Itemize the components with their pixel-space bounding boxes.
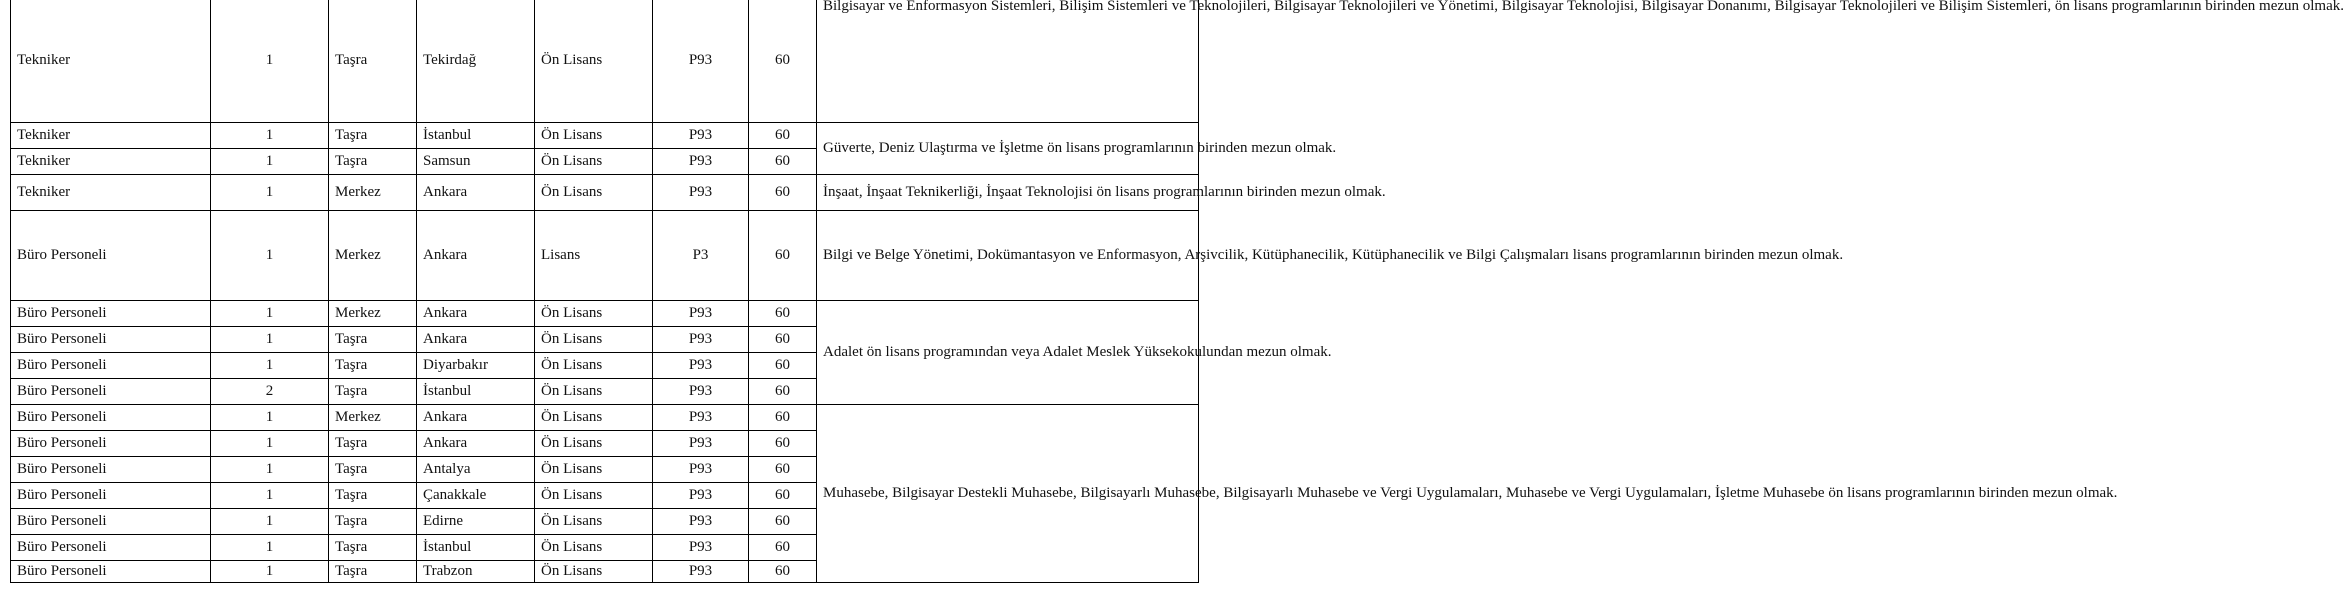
education-level-cell: Ön Lisans (535, 379, 653, 405)
position-unit-cell: Merkez (329, 405, 417, 431)
minimum-score-cell: 60 (749, 379, 817, 405)
position-unit-cell: Taşra (329, 0, 417, 123)
position-title-cell: Büro Personeli (11, 353, 211, 379)
position-count-cell: 1 (211, 175, 329, 211)
education-level-cell: Ön Lisans (535, 405, 653, 431)
position-unit-cell: Taşra (329, 379, 417, 405)
minimum-score-cell: 60 (749, 301, 817, 327)
score-type-cell: P93 (653, 431, 749, 457)
position-city-cell: Trabzon (417, 561, 535, 583)
education-level-cell: Ön Lisans (535, 457, 653, 483)
score-type-cell: P93 (653, 123, 749, 149)
position-city-cell: İstanbul (417, 379, 535, 405)
score-type-cell: P3 (653, 211, 749, 301)
score-type-cell: P93 (653, 483, 749, 509)
position-city-cell: Ankara (417, 301, 535, 327)
requirement-cell: Bilgi ve Belge Yönetimi, Dokümantasyon ve Enformasyon, Arşivcilik, Kütüphanecilik, Kütüphanecilik ve Bilgi Çalışmaları lisans programlarının birinden mezun olmak. (817, 211, 1199, 301)
education-level-cell: Ön Lisans (535, 327, 653, 353)
score-type-cell: P93 (653, 457, 749, 483)
score-type-cell: P93 (653, 175, 749, 211)
table-row (11, 301, 1199, 327)
position-count-cell: 1 (211, 535, 329, 561)
position-title-cell: Büro Personeli (11, 211, 211, 301)
education-level-cell: Ön Lisans (535, 431, 653, 457)
position-count-cell: 1 (211, 211, 329, 301)
position-count-cell: 1 (211, 431, 329, 457)
position-unit-cell: Taşra (329, 327, 417, 353)
minimum-score-cell: 60 (749, 123, 817, 149)
position-unit-cell: Taşra (329, 509, 417, 535)
position-title-cell: Tekniker (11, 175, 211, 211)
position-count-cell: 1 (211, 405, 329, 431)
position-unit-cell: Merkez (329, 301, 417, 327)
education-level-cell: Ön Lisans (535, 0, 653, 123)
position-count-cell: 1 (211, 561, 329, 583)
position-city-cell: Samsun (417, 149, 535, 175)
table-row (11, 175, 1199, 211)
minimum-score-cell: 60 (749, 509, 817, 535)
position-title-cell: Büro Personeli (11, 509, 211, 535)
position-count-cell: 1 (211, 149, 329, 175)
education-level-cell: Ön Lisans (535, 483, 653, 509)
position-title-cell: Büro Personeli (11, 483, 211, 509)
position-title-cell: Tekniker (11, 123, 211, 149)
minimum-score-cell: 60 (749, 561, 817, 583)
score-type-cell: P93 (653, 561, 749, 583)
table-row (11, 211, 1199, 301)
minimum-score-cell: 60 (749, 431, 817, 457)
position-city-cell: Ankara (417, 327, 535, 353)
position-count-cell: 1 (211, 123, 329, 149)
position-city-cell: İstanbul (417, 535, 535, 561)
position-unit-cell: Taşra (329, 353, 417, 379)
score-type-cell: P93 (653, 353, 749, 379)
score-type-cell: P93 (653, 149, 749, 175)
minimum-score-cell: 60 (749, 327, 817, 353)
requirement-cell: İnşaat, İnşaat Teknikerliği, İnşaat Teknolojisi ön lisans programlarının birinden mezun olmak. (817, 175, 1199, 211)
position-title-cell: Büro Personeli (11, 301, 211, 327)
position-unit-cell: Merkez (329, 175, 417, 211)
education-level-cell: Ön Lisans (535, 353, 653, 379)
table-body (11, 0, 2344, 583)
education-level-cell: Ön Lisans (535, 175, 653, 211)
position-title-cell: Büro Personeli (11, 327, 211, 353)
score-type-cell: P93 (653, 405, 749, 431)
position-count-cell: 1 (211, 0, 329, 123)
position-unit-cell: Taşra (329, 149, 417, 175)
position-unit-cell: Taşra (329, 457, 417, 483)
score-type-cell: P93 (653, 0, 749, 123)
minimum-score-cell: 60 (749, 457, 817, 483)
minimum-score-cell: 60 (749, 535, 817, 561)
position-title-cell: Büro Personeli (11, 535, 211, 561)
score-type-cell: P93 (653, 509, 749, 535)
minimum-score-cell: 60 (749, 405, 817, 431)
score-type-cell: P93 (653, 535, 749, 561)
position-city-cell: Antalya (417, 457, 535, 483)
position-city-cell: Ankara (417, 405, 535, 431)
education-level-cell: Ön Lisans (535, 149, 653, 175)
minimum-score-cell: 60 (749, 0, 817, 123)
position-unit-cell: Taşra (329, 561, 417, 583)
position-city-cell: Ankara (417, 175, 535, 211)
minimum-score-cell: 60 (749, 483, 817, 509)
position-title-cell: Tekniker (11, 0, 211, 123)
score-type-cell: P93 (653, 327, 749, 353)
minimum-score-cell: 60 (749, 175, 817, 211)
position-city-cell: İstanbul (417, 123, 535, 149)
minimum-score-cell: 60 (749, 211, 817, 301)
requirement-cell: Muhasebe, Bilgisayar Destekli Muhasebe, Bilgisayarlı Muhasebe, Bilgisayarlı Muhasebe ve Vergi Uygulamaları, Muhasebe ve Vergi Uygulamaları, İşletme Muhasebe ön lisans programlarının birinden mezun olmak. (817, 405, 1199, 583)
minimum-score-cell: 60 (749, 353, 817, 379)
position-city-cell: Ankara (417, 431, 535, 457)
position-city-cell: Diyarbakır (417, 353, 535, 379)
education-level-cell: Ön Lisans (535, 561, 653, 583)
education-level-cell: Lisans (535, 211, 653, 301)
table-row (11, 123, 1199, 149)
position-count-cell: 1 (211, 327, 329, 353)
position-city-cell: Tekirdağ (417, 0, 535, 123)
position-city-cell: Çanakkale (417, 483, 535, 509)
score-type-cell: P93 (653, 379, 749, 405)
position-city-cell: Ankara (417, 211, 535, 301)
position-title-cell: Büro Personeli (11, 405, 211, 431)
position-title-cell: Tekniker (11, 149, 211, 175)
positions-table (10, 0, 2344, 583)
position-count-cell: 1 (211, 483, 329, 509)
position-unit-cell: Merkez (329, 211, 417, 301)
requirement-cell: Güverte, Deniz Ulaştırma ve İşletme ön lisans programlarının birinden mezun olmak. (817, 123, 1199, 175)
education-level-cell: Ön Lisans (535, 301, 653, 327)
position-title-cell: Büro Personeli (11, 457, 211, 483)
table-row (11, 405, 1199, 431)
requirement-cell: Adalet ön lisans programından veya Adalet Meslek Yüksekokulundan mezun olmak. (817, 301, 1199, 405)
position-count-cell: 2 (211, 379, 329, 405)
position-count-cell: 1 (211, 301, 329, 327)
position-count-cell: 1 (211, 353, 329, 379)
table-row (11, 0, 1199, 123)
score-type-cell: P93 (653, 301, 749, 327)
position-title-cell: Büro Personeli (11, 379, 211, 405)
requirement-cell: Bilgisayar ve Enformasyon Sistemleri, Bilişim Sistemleri ve Teknolojileri, Bilgisayar Teknolojileri ve Yönetimi, Bilgisayar Teknolojisi, Bilgisayar Donanımı, Bilgisayar Teknolojileri ve Bilişim Sistemleri, ön lisans programlarının birinden mezun olmak. (817, 0, 1199, 123)
position-city-cell: Edirne (417, 509, 535, 535)
minimum-score-cell: 60 (749, 149, 817, 175)
position-unit-cell: Taşra (329, 123, 417, 149)
education-level-cell: Ön Lisans (535, 509, 653, 535)
position-unit-cell: Taşra (329, 483, 417, 509)
education-level-cell: Ön Lisans (535, 123, 653, 149)
position-unit-cell: Taşra (329, 535, 417, 561)
education-level-cell: Ön Lisans (535, 535, 653, 561)
position-count-cell: 1 (211, 509, 329, 535)
position-count-cell: 1 (211, 457, 329, 483)
position-title-cell: Büro Personeli (11, 561, 211, 583)
position-title-cell: Büro Personeli (11, 431, 211, 457)
position-unit-cell: Taşra (329, 431, 417, 457)
